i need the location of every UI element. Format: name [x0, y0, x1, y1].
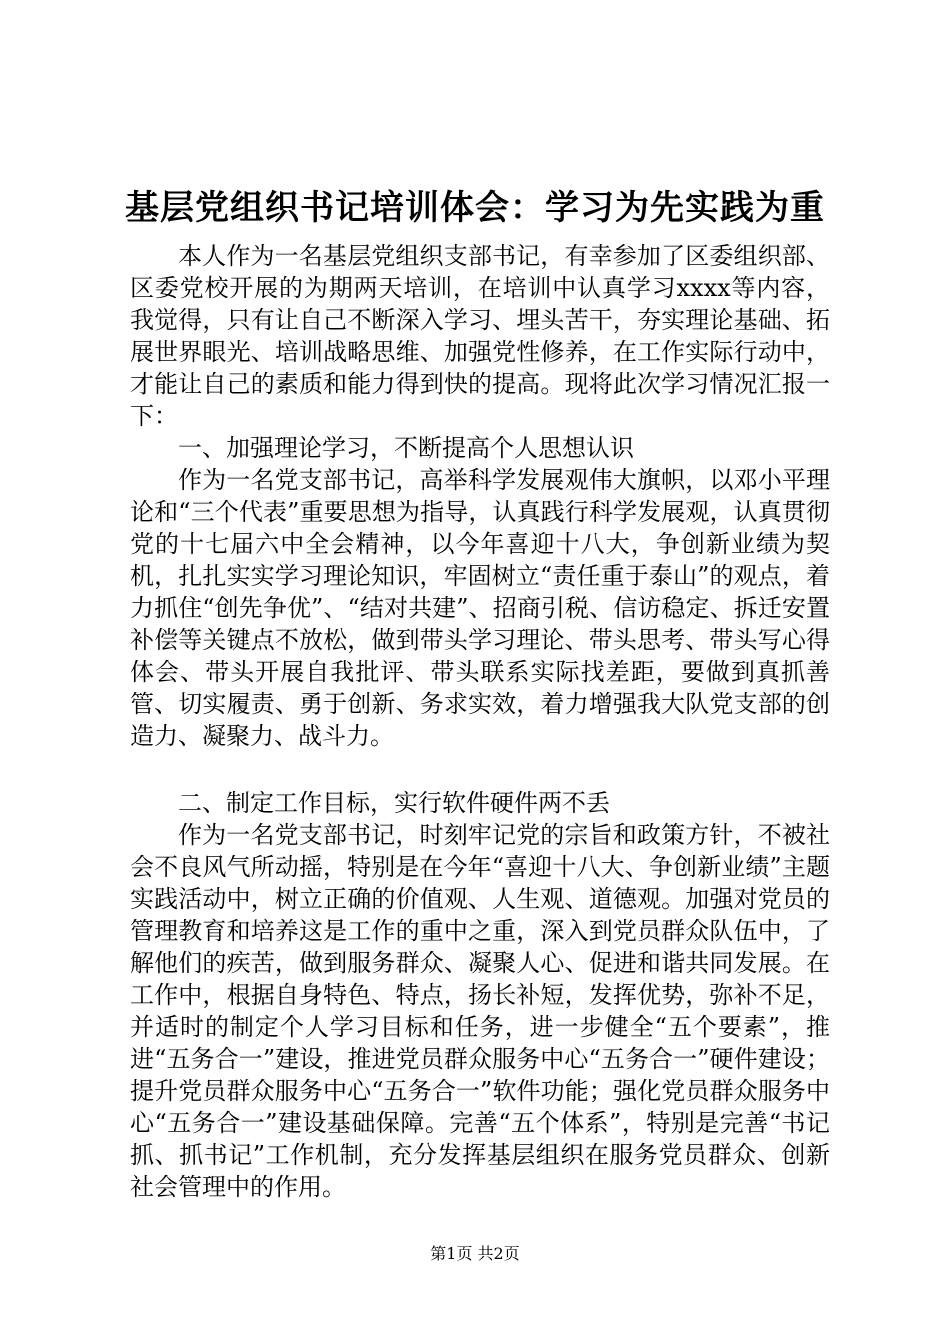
document-body [130, 240, 830, 1203]
paragraph-gap [130, 752, 830, 787]
section-heading-1: 一、加强理论学习，不断提高个人思想认识 [178, 434, 634, 462]
page-number-footer: 第1页 共2页 [430, 1244, 520, 1263]
section-2-paragraph: 作为一名党支部书记，时刻牢记党的宗旨和政策方针，不被社会不良风气所动摇，特别是在今年“喜迎十八大、争创新业绩”主题实践活动中，树立正确的价值观、人生观、道德观。加强对党员的管理教育和培养这是工作的重中之重，深入到党员群众队伍中，了解他们的疾苦，做到服务群众、凝聚人心、促进和谐共同发展。在工作中，根据自身特色、特点，扬长补短，发挥优势，弥补不足，并适时的制定个人学习目标和任务，进一步健全“五个要素”，推进“五务合一”建设，推进党员群众服务中心“五务合一”硬件建设；提升党员群众服务中心“五务合一”软件功能；强化党员群众服务中心“五务合一”建设基础保障。完善“五个体系”，特别是完善“书记抓、抓书记”工作机制，充分发挥基层组织在服务党员群众、创新社会管理中的作用。 [130, 821, 830, 1201]
section-1-paragraph: 作为一名党支部书记，高举科学发展观伟大旗帜，以邓小平理论和“三个代表”重要思想为指导，认真践行科学发展观，认真贯彻党的十七届六中全会精神，以今年喜迎十八大，争创新业绩为契机，扎扎实实学习理论知识，牢固树立“责任重于泰山”的观点，着力抓住“创先争优”、“结对共建”、招商引税、信访稳定、拆迁安置补偿等关键点不放松，做到带头学习理论、带头思考、带头写心得体会、带头开展自我批评、带头联系实际找差距，要做到真抓善管、切实履责、勇于创新、务求实效，着力增强我大队党支部的创造力、凝聚力、战斗力。 [130, 466, 830, 750]
section-heading-2: 二、制定工作目标，实行软件硬件两不丢 [178, 789, 610, 817]
intro-paragraph: 本人作为一名基层党组织支部书记，有幸参加了区委组织部、区委党校开展的为期两天培训，在培训中认真学习xxxx等内容，我觉得，只有让自己不断深入学习、埋头苦干，夯实理论基础、拓展世界眼光、培训战略思维、加强党性修养，在工作实际行动中，才能让自己的素质和能力得到快的提高。现将此次学习情况汇报一下： [130, 242, 830, 430]
document-title: 基层党组织书记培训体会：学习为先实践为重 [125, 188, 825, 228]
